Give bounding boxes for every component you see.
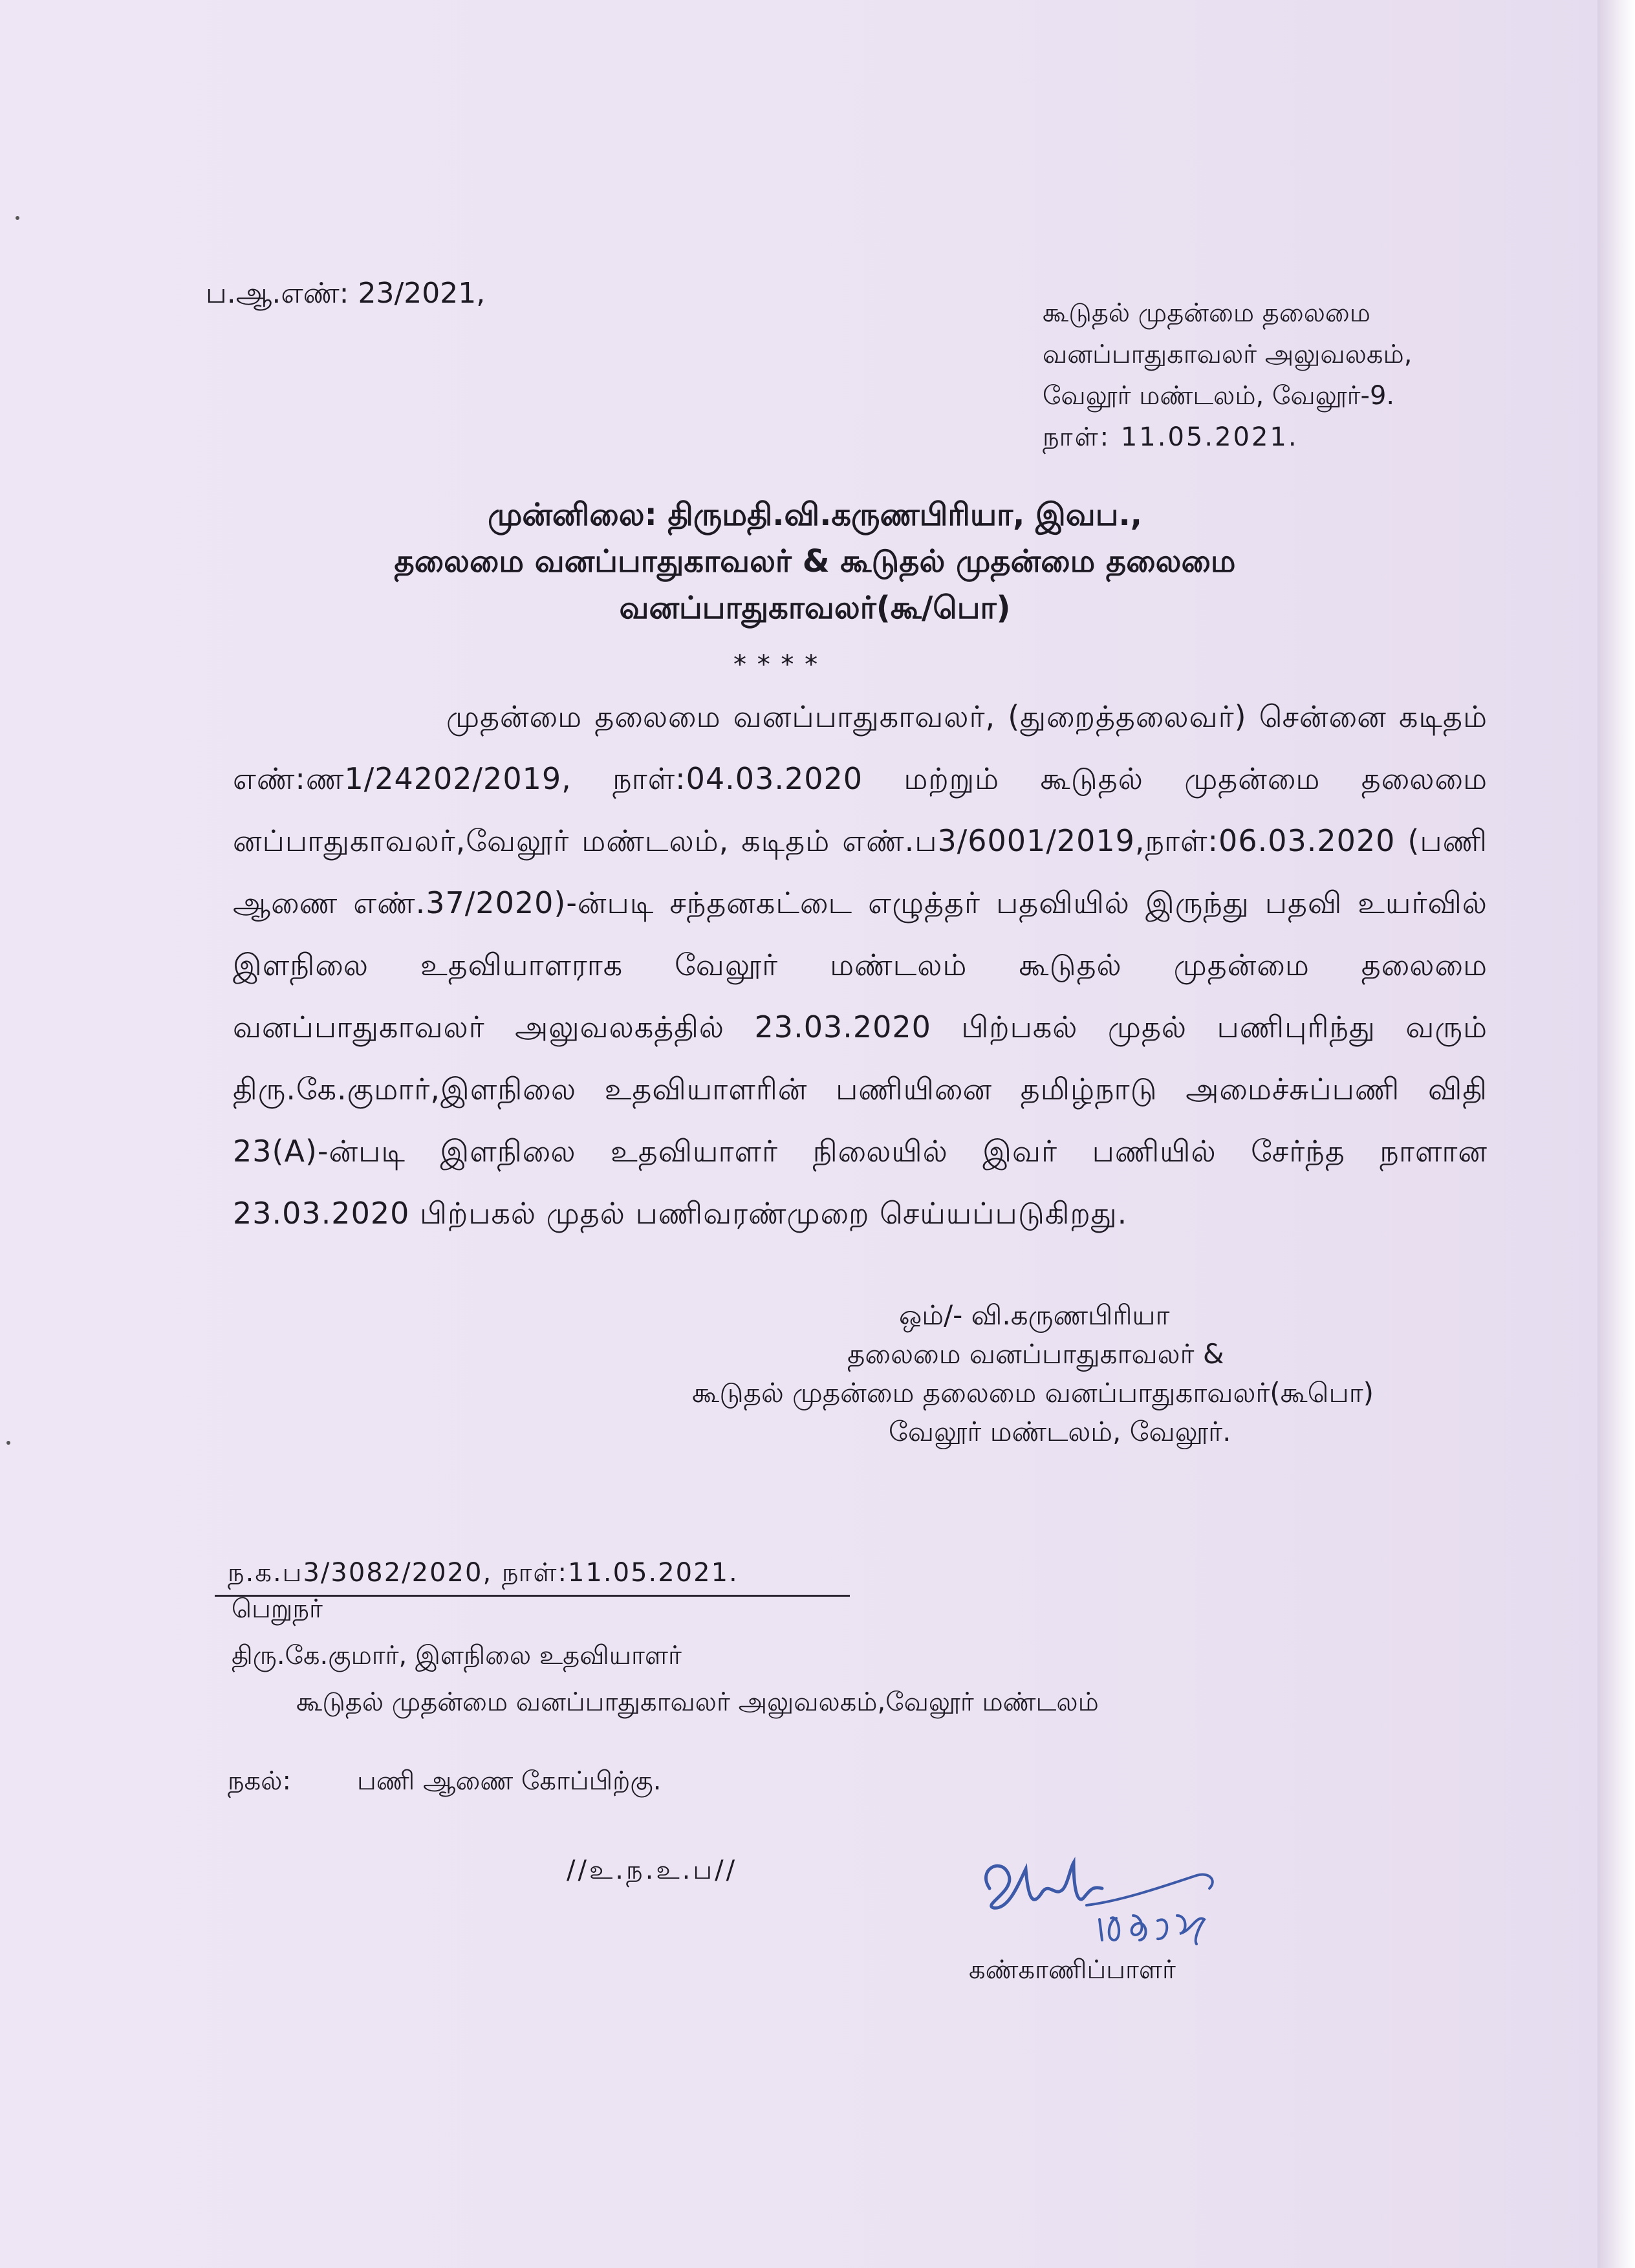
signatory-block [679, 1297, 1374, 1453]
order-number: ப.ஆ.எண்: 23/2021, [206, 277, 486, 310]
scan-speck [6, 1441, 10, 1445]
page-edge-shadow [1597, 0, 1635, 2268]
address-line: கூடுதல் முதன்மை தலைமை [1043, 298, 1370, 328]
address-line: வனப்பாதுகாவலர் அலுவலகம், [1043, 340, 1413, 369]
address-line: வேலூர் மண்டலம், வேலூர்-9. [1043, 381, 1395, 411]
signatory-title: தலைமை வனப்பாதுகாவலர் & [847, 1338, 1224, 1370]
reference-number: ந.க.ப3/3082/2020, நாள்:11.05.2021. [228, 1558, 739, 1588]
handwritten-signature [964, 1843, 1248, 1953]
address-date: நாள்: 11.05.2021. [1043, 422, 1299, 452]
heading-line: தலைமை வனப்பாதுகாவலர் & கூடுதல் முதன்மை தலைமை [394, 543, 1236, 579]
copy-label: நகல்: [228, 1766, 291, 1796]
heading-separator: * * * * [733, 650, 819, 680]
recipient-name: திரு.கே.குமார், இளநிலை உதவியாளர் [232, 1641, 682, 1670]
heading-line: முன்னிலை: திருமதி.வி.கருணபிரியா, இவப., [488, 497, 1142, 533]
superintendent-title: கண்காணிப்பாளர் [969, 1955, 1176, 1985]
order-body: முதன்மை தலைமை வனப்பாதுகாவலர், (துறைத்தலைவர்) சென்னை கடிதம் எண்:ண1/24202/2019, நாள்:04.03.2020 மற்றும் கூடுதல் முதன்மை தலைமை னப்பாதுகாவலர்,வேலூர் மண்டலம், கடிதம் எண்.ப3/6001/2019,நாள்:06.03.2020 (பணி ஆணை எண்.37/2020)-ன்படி சந்தனகட்டை எழுத்தர் பதவியில் இருந்து பதவி உயர்வில் இளநிலை உதவியாளராக வேலூர் மண்டலம் கூடுதல் முதன்மை தலைமை வனப்பாதுகாவலர் அலுவலகத்தில் 23.03.2020 பிற்பகல் முதல் பணிபுரிந்து வரும் திரு.கே.குமார்,இளநிலை உதவியாளரின் பணியினை தமிழ்நாடு அமைச்சுப்பணி விதி 23(A)-ன்படி இளநிலை உதவியாளர் நிலையில் இவர் பணியில் சேர்ந்த நாளான 23.03.2020 பிற்பகல் முதல் பணிவரண்முறை செய்யப்படுகிறது. [233, 699, 1488, 1231]
copy-text: பணி ஆணை கோப்பிற்கு. [357, 1766, 662, 1796]
signatory-place: வேலூர் மண்டலம், வேலூர். [889, 1416, 1231, 1447]
signatory-name: ஒம்/- வி.கருணபிரியா [899, 1299, 1170, 1331]
scan-speck [16, 216, 19, 220]
recipient-office: கூடுதல் முதன்மை வனப்பாதுகாவலர் அலுவலகம்,வேலூர் மண்டலம் [296, 1687, 1099, 1717]
true-copy-mark: //உ.ந.உ.ப// [567, 1855, 738, 1885]
office-address [1043, 295, 1412, 460]
page-heading [362, 491, 1268, 631]
heading-line: வனப்பாதுகாவலர்(கூ/பொ) [619, 590, 1011, 626]
recipient-label: பெறுநர் [232, 1594, 323, 1624]
signatory-title: கூடுதல் முதன்மை தலைமை வனப்பாதுகாவலர்(கூபொ) [692, 1377, 1374, 1409]
